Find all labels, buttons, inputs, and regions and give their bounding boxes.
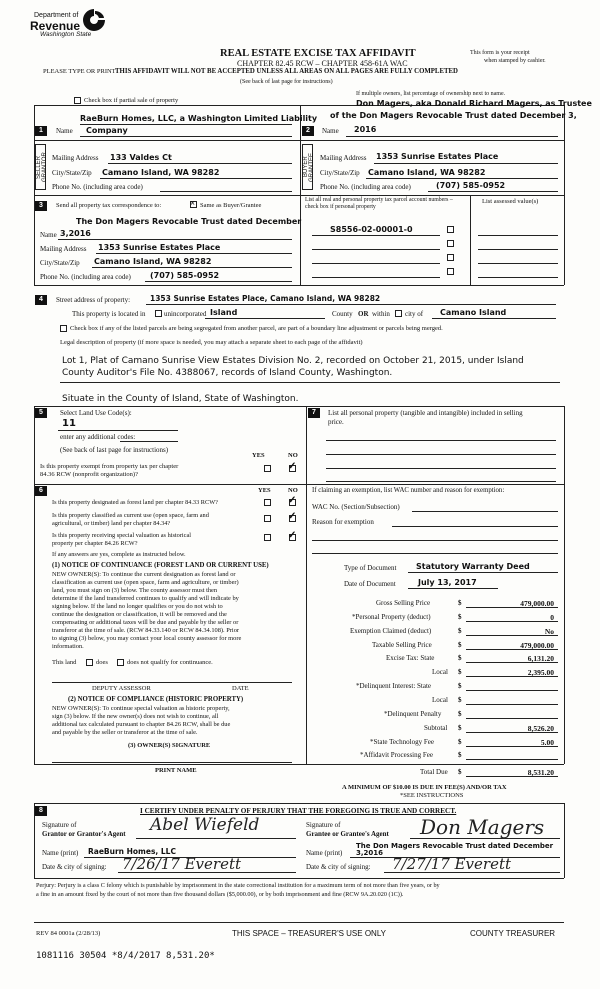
notice2-title: (2) NOTICE OF COMPLIANCE (HISTORIC PROPERTY) — [68, 696, 244, 703]
receipt-line2: when stamped by cashier. — [484, 58, 546, 64]
parcel-2-personal-checkbox[interactable] — [447, 240, 454, 247]
total-due-label: Total Due — [420, 768, 448, 776]
if-yes-note: If any answers are yes, complete as instructed below. — [52, 551, 186, 558]
print-name-label: PRINT NAME — [155, 767, 197, 774]
additional-codes-label: enter any additional codes: — [60, 433, 136, 441]
excise-state-value: 6,131.20 — [527, 654, 554, 663]
segregated-checkbox[interactable] — [60, 325, 67, 332]
doc-type-label: Type of Document — [344, 564, 397, 572]
section-5-badge: 5 — [35, 408, 47, 418]
personal-deduct-label: *Personal Property (deduct) — [352, 613, 431, 621]
county-label: County — [332, 310, 353, 318]
dollar-sign: $ — [458, 654, 462, 662]
dollar-sign: $ — [458, 710, 462, 718]
exemption-claimed-value: No — [544, 627, 554, 636]
grantor-print-value: RaeBurn Homes, LLC — [88, 847, 176, 856]
form-title: REAL ESTATE EXCISE TAX AFFIDAVIT — [220, 48, 416, 59]
this-land-label: This land — [52, 659, 77, 666]
section-7-badge: 7 — [308, 408, 320, 418]
current-use-yes-checkbox[interactable] — [264, 515, 271, 522]
receipt-line1: This form is your receipt — [470, 50, 530, 56]
notice1-line: information. — [52, 643, 84, 650]
grantee-print-label: Name (print) — [306, 849, 343, 857]
buyer-side-label: BUYER GRANTEE — [302, 144, 313, 190]
taxable-value: 479,000.00 — [520, 641, 554, 650]
dollar-sign: $ — [458, 613, 462, 621]
buyer-phone-value: (707) 585-0952 — [436, 181, 506, 190]
wac-label: WAC No. (Section/Subsection) — [312, 503, 400, 511]
current-use-q2: agricultural, or timber) land per chapter 84.34? — [52, 520, 171, 527]
grantor-print-label: Name (print) — [42, 849, 79, 857]
grantor-date-value: 7/26/17 Everett — [122, 855, 241, 873]
minimum-note-2: *SEE INSTRUCTIONS — [400, 792, 464, 799]
notice1-line: land, you must sign on (3) below. The county assessor must then — [52, 587, 218, 594]
grantee-signature: Don Magers — [420, 815, 545, 839]
or-label: OR — [358, 310, 369, 318]
deputy-date-label: DATE — [232, 685, 249, 692]
dollar-sign: $ — [458, 751, 462, 759]
same-as-buyer-label: Same as Buyer/Grantee — [200, 202, 262, 209]
certify-statement: I CERTIFY UNDER PENALTY OF PERJURY THAT THE FOREGOING IS TRUE AND CORRECT. — [140, 807, 457, 815]
exempt-q2: 84.36 RCW (nonprofit organization)? — [40, 471, 138, 478]
personal-property-label1: List all personal property (tangible and intangible) included in selling — [328, 409, 523, 417]
street-value: 1353 Sunrise Estates Place, Camano Island, WA 98282 — [150, 294, 381, 303]
dollar-sign: $ — [458, 641, 462, 649]
historic-yes-checkbox[interactable] — [264, 534, 271, 541]
corr-mailing-label: Mailing Address — [40, 245, 87, 253]
exemption-label: If claiming an exemption, list WAC number and reason for exemption: — [312, 487, 505, 494]
historic-q1: Is this property receiving special valuation as historical — [52, 532, 192, 539]
delinquent-penalty-label: *Delinquent Penalty — [384, 710, 442, 718]
affidavit-fee-label: *Affidavit Processing Fee — [360, 751, 433, 759]
corr-name-line2: 3,2016 — [60, 229, 91, 238]
land-use-value: 11 — [62, 418, 76, 429]
dollar-sign: $ — [458, 627, 462, 635]
seller-name-line2: Company — [86, 126, 128, 135]
forest-question: Is this property designated as forest land per chapter 84.33 RCW? — [52, 499, 218, 506]
within-label: within — [372, 310, 390, 318]
s6-yes: YES — [258, 487, 271, 494]
dept-line2: Revenue — [30, 19, 81, 33]
corr-city-value: Camano Island, WA 98282 — [94, 257, 212, 266]
notice2-line: and payable by the seller or transferor at the time of sale. — [52, 729, 198, 736]
grantee-print-line1: The Don Magers Revocable Trust dated December — [356, 842, 554, 850]
buyer-name-line2: of the Don Magers Revocable Trust dated December 3, — [330, 111, 577, 120]
land-use-see-back: (See back of last page for instructions) — [60, 446, 169, 454]
grantor-sig-label-2: Grantor or Grantor's Agent — [42, 830, 126, 838]
personal-property-label2: price. — [328, 418, 344, 426]
gross-label: Gross Selling Price — [376, 599, 431, 607]
legal-label: Legal description of property (if more space is needed, you may attach a separate sheet to each page of the affidavit) — [60, 339, 363, 346]
seller-phone-label: Phone No. (including area code) — [52, 183, 143, 191]
corr-name-label: Name — [40, 231, 57, 239]
taxable-label: Taxable Selling Price — [372, 641, 432, 649]
buyer-mailing-value: 1353 Sunrise Estates Place — [376, 152, 499, 161]
land-does-not-label: does not qualify for continuance. — [127, 659, 213, 666]
excise-state-label: Excise Tax: State — [386, 654, 435, 662]
dollar-sign: $ — [458, 768, 462, 776]
personal-deduct-value: 0 — [550, 613, 554, 622]
dept-line1: Department of — [34, 12, 79, 19]
grantor-date-label: Date & city of signing: — [42, 863, 107, 871]
total-due-value: 8,531.20 — [527, 768, 554, 777]
buyer-phone-label: Phone No. (including area code) — [320, 183, 411, 191]
current-use-q1: Is this property classified as current use (open space, farm and — [52, 512, 209, 519]
multiple-owners-note: If multiple owners, list percentage of ownership next to name. — [356, 91, 506, 97]
forest-yes-checkbox[interactable] — [264, 499, 271, 506]
notice1-line: classification as current use (open space, farm and agriculture, or timber) — [52, 579, 239, 586]
grantee-sig-label-1: Signature of — [306, 821, 341, 829]
section-6-badge: 6 — [35, 486, 47, 496]
s5-yes: YES — [252, 452, 265, 459]
corr-name-line1: The Don Magers Revocable Trust dated December — [76, 217, 302, 226]
notice1-line: compensating or additional taxes will be due and payable by the seller or — [52, 619, 239, 626]
city-value: Camano Island — [440, 308, 507, 317]
see-back: (See back of last page for instructions) — [240, 79, 333, 85]
perjury-line1: Perjury: Perjury is a class C felony which is punishable by imprisonment in the state correctional institution for a maximum term of not more than five years, or by — [36, 882, 440, 889]
section-1-badge: 1 — [35, 126, 47, 136]
dollar-sign: $ — [458, 696, 462, 704]
grantor-sig-label-1: Signature of — [42, 821, 77, 829]
dollar-sign: $ — [458, 738, 462, 746]
rev-number: REV 84 0001a (2/28/13) — [36, 930, 101, 937]
dollar-sign: $ — [458, 599, 462, 607]
partial-sale-label: Check box if partial sale of property — [84, 97, 179, 104]
s6-no: NO — [288, 487, 298, 494]
doc-type-value: Statutory Warranty Deed — [416, 562, 530, 571]
excise-local-value: 2,395.00 — [527, 668, 554, 677]
assessed-header: List assessed value(s) — [482, 198, 539, 205]
exempt-yes-checkbox[interactable] — [264, 465, 271, 472]
grantee-print-line2: 3,2016 — [356, 849, 384, 857]
partial-sale-checkbox[interactable] — [74, 97, 81, 104]
legal-line3: Situate in the County of Island, State of Washington. — [62, 394, 299, 404]
seller-mailing-label: Mailing Address — [52, 154, 99, 162]
please-type: PLEASE TYPE OR PRINT — [43, 68, 116, 75]
parcel-4-personal-checkbox[interactable] — [447, 268, 454, 275]
land-does-not-checkbox[interactable] — [117, 659, 124, 666]
excise-local-label: Local — [432, 668, 448, 676]
city-checkbox[interactable] — [395, 310, 402, 317]
seller-city-value: Camano Island, WA 98282 — [102, 168, 220, 177]
perjury-line2: a fine in an amount fixed by the court of not more than five thousand dollars ($5,000.00), or by both imprisonment and fine (RCW 9A.20.020 (1C)). — [36, 891, 404, 898]
parcel-1: S8556-02-00001-0 — [330, 225, 413, 234]
notice1-line: NEW OWNER(S): To continue the current designation as forest land or — [52, 571, 236, 578]
unincorporated-label: unincorporated — [164, 310, 207, 318]
dollar-sign: $ — [458, 724, 462, 732]
dollar-sign: $ — [458, 682, 462, 690]
notice1-line: determine if the land transferred continues to qualify and will indicate by — [52, 595, 239, 602]
reason-label: Reason for exemption — [312, 518, 374, 526]
correspondence-label: Send all property tax correspondence to: — [56, 202, 162, 209]
land-does-label: does — [96, 659, 108, 666]
located-in-label: This property is located in — [72, 310, 146, 318]
legal-line2: County Auditor's File No. 4388067, records of Island County, Washington. — [62, 368, 393, 378]
grantor-signature: Abel Wiefeld — [150, 815, 260, 835]
notice1-line: continue the designation or classification, it will be removed and the — [52, 611, 227, 618]
street-label: Street address of property: — [56, 296, 131, 304]
s5-no: NO — [288, 452, 298, 459]
buyer-name-line3: 2016 — [354, 125, 377, 134]
corr-phone-label: Phone No. (including area code) — [40, 273, 131, 281]
section-2-badge: 2 — [302, 126, 314, 136]
tech-fee-label: *State Technology Fee — [370, 738, 434, 746]
doc-date-value: July 13, 2017 — [418, 578, 477, 587]
seller-name-line1: RaeBurn Homes, LLC, a Washington Limited Liability — [80, 114, 318, 123]
grantee-date-label: Date & city of signing: — [306, 863, 371, 871]
minimum-note-1: A MINIMUM OF $10.00 IS DUE IN FEE(S) AND/OR TAX — [342, 784, 507, 791]
county-treasurer: COUNTY TREASURER — [470, 929, 556, 938]
dept-line3: Washington State — [40, 31, 92, 38]
notice1-line: transferor at the time of sale. (RCW 84.33.140 or RCW 84.34.108). Prior — [52, 627, 240, 634]
delinquent-int-label: *Delinquent Interest: State — [356, 682, 432, 690]
county-value: Island — [210, 308, 238, 317]
section-4-badge: 4 — [35, 295, 47, 305]
form-warning: THIS AFFIDAVIT WILL NOT BE ACCEPTED UNLESS ALL AREAS ON ALL PAGES ARE FULLY COMPLETED — [115, 68, 458, 75]
notice2-line: NEW OWNER(S): To continue special valuation as historic property, — [52, 705, 230, 712]
buyer-name-line1: Don Magers, aka Donald Richard Magers, as Trustee — [356, 99, 592, 108]
cashier-stamp: 1081116 30504 *8/4/2017 8,531.20* — [36, 951, 215, 961]
buyer-name-label: Name — [322, 127, 339, 135]
notice2-line: additional tax calculated pursuant to chapter 84.26 RCW, shall be due — [52, 721, 231, 728]
delinquent-local-label: Local — [432, 696, 448, 704]
notice1-title: (1) NOTICE OF CONTINUANCE (FOREST LAND OR CURRENT USE) — [52, 562, 269, 569]
corr-phone-value: (707) 585-0952 — [150, 271, 220, 280]
exemption-claimed-label: Exemption Claimed (deduct) — [350, 627, 432, 635]
corr-mailing-value: 1353 Sunrise Estates Place — [98, 243, 221, 252]
subtotal-value: 8,526.20 — [527, 724, 554, 733]
dollar-sign: $ — [458, 668, 462, 676]
notice1-line: to signing (3) below, you may contact your local county assessor for more — [52, 635, 242, 642]
land-use-label: Select Land Use Code(s): — [60, 409, 132, 417]
seller-mailing-value: 133 Valdes Ct — [110, 153, 172, 162]
seller-city-label: City/State/Zip — [52, 169, 92, 177]
section-8-badge: 8 — [35, 806, 47, 816]
subtotal-label: Subtotal — [424, 724, 448, 732]
buyer-city-value: Camano Island, WA 98282 — [368, 168, 486, 177]
notice2-line: sign (3) below. If the new owner(s) does not wish to continue, all — [52, 713, 219, 720]
parcels-header: List all real and personal property tax parcel account numbers – check box if personal property — [305, 197, 453, 210]
parcel-1-personal-checkbox[interactable] — [447, 226, 454, 233]
grantee-date-value: 7/27/17 Everett — [392, 855, 511, 873]
seller-name-label: Name — [56, 127, 73, 135]
notice1-line: signing below. If the land no longer qualifies or you do not wish to — [52, 603, 223, 610]
deputy-assessor-label: DEPUTY ASSESSOR — [92, 685, 151, 692]
unincorporated-checkbox[interactable] — [155, 310, 162, 317]
doc-date-label: Date of Document — [344, 580, 396, 588]
legal-line1: Lot 1, Plat of Camano Sunrise View Estates Division No. 2, recorded on October 21, 2015, under Island — [62, 356, 524, 366]
buyer-mailing-label: Mailing Address — [320, 154, 367, 162]
exempt-q1: Is this property exempt from property tax per chapter — [40, 463, 179, 470]
seller-side-label: SELLER GRANTOR — [35, 144, 46, 190]
historic-q2: property per chapter 84.26 RCW? — [52, 540, 138, 547]
city-of-label: city of — [405, 310, 424, 318]
owner-signature-label: (3) OWNER(S) SIGNATURE — [128, 742, 211, 749]
parcel-3-personal-checkbox[interactable] — [447, 254, 454, 261]
segregated-label: Check box if any of the listed parcels are being segregated from another parcel, are part of a boundary line adjustment or parcels being merged. — [70, 325, 443, 332]
tech-fee-value: 5.00 — [540, 738, 554, 747]
section-3-badge: 3 — [35, 201, 47, 211]
buyer-city-label: City/State/Zip — [320, 169, 360, 177]
corr-city-label: City/State/Zip — [40, 259, 80, 267]
treasurer-use: THIS SPACE – TREASURER'S USE ONLY — [232, 929, 387, 938]
form-chapter: CHAPTER 82.45 RCW – CHAPTER 458-61A WAC — [237, 59, 408, 68]
grantee-sig-label-2: Grantee or Grantee's Agent — [306, 830, 389, 838]
gross-value: 479,000.00 — [520, 599, 554, 608]
land-does-checkbox[interactable] — [86, 659, 93, 666]
